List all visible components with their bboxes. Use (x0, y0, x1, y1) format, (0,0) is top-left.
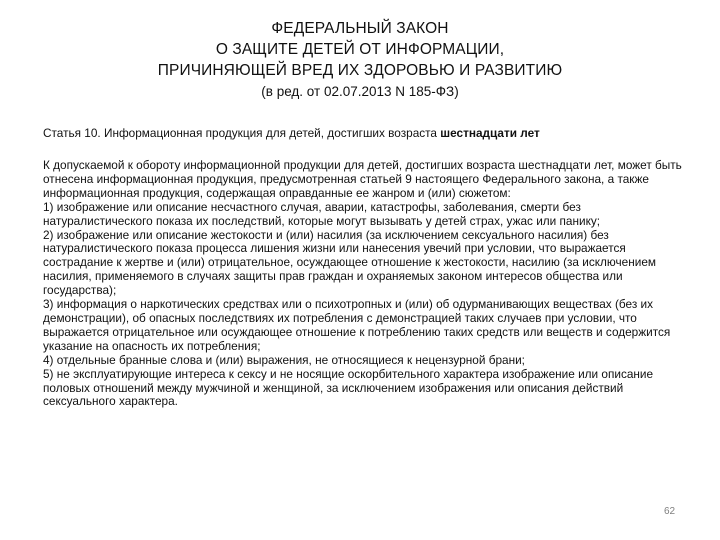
title-line-3: ПРИЧИНЯЮЩЕЙ ВРЕД ИХ ЗДОРОВЬЮ И РАЗВИТИЮ (157, 62, 563, 79)
list-item-4: 4) отдельные бранные слова и (или) выражения, не относящиеся к нецензурной брани; (43, 352, 525, 367)
article-heading-text: Статья 10. Информационная продукция для детей, достигших возраста (43, 126, 441, 140)
page-number: 62 (664, 506, 676, 517)
list-item-3: 3) информация о наркотических средствах или о психотропных и (или) об одурманивающих веществах (без их демонстрации), об опасных последствиях их потребления с демонстрацией таких случаев при условии, что выражается отрицательное или осуждающее отношение к потреблению таких средств или веществ и содержится указание на опасность их потребления; (43, 297, 671, 353)
list-item-2: 2) изображение или описание жестокости и (или) насилия (за исключением сексуального насилия) без натуралистического показа процесса лишения жизни или нанесения увечий при условии, что выражается сострадание к жертве и (или) отрицательное, осуждающее отношение к жестокости, насилию (за исключением насилия, применяемого в случаях защиты прав граждан и охраняемых законом интересов общества или государства); (43, 227, 656, 298)
list-item-1: 1) изображение или описание несчастного случая, аварии, катастрофы, заболевания, смерти без натуралистического показа их последствий, которые могут вызывать у детей страх, ужас или панику; (43, 199, 601, 228)
title-line-2: О ЗАЩИТЕ ДЕТЕЙ ОТ ИНФОРМАЦИИ, (215, 41, 505, 58)
article-heading (43, 126, 683, 141)
list-item-5: 5) не эксплуатирующие интереса к сексу и не носящие оскорбительного характера изображение или описание половых отношений между мужчиной и женщиной, за исключением изображения или описания действий сексуального характера. (43, 366, 654, 409)
title-line-1: ФЕДЕРАЛЬНЫЙ ЗАКОН (271, 20, 449, 37)
intro-paragraph: К допускаемой к обороту информационной продукции для детей, достигших возраста шестнадцати лет, может быть отнесена информационная продукция, предусмотренная статьей 9 настоящего Федерального закона, а также информационная продукция, содержащая оправданные ее жанром и (или) сюжетом: (43, 158, 682, 200)
document-header (0, 18, 720, 102)
article-heading-age: шестнадцати лет (440, 126, 540, 140)
article-body (43, 159, 683, 409)
edition-note: (в ред. от 02.07.2013 N 185-ФЗ) (261, 84, 459, 99)
